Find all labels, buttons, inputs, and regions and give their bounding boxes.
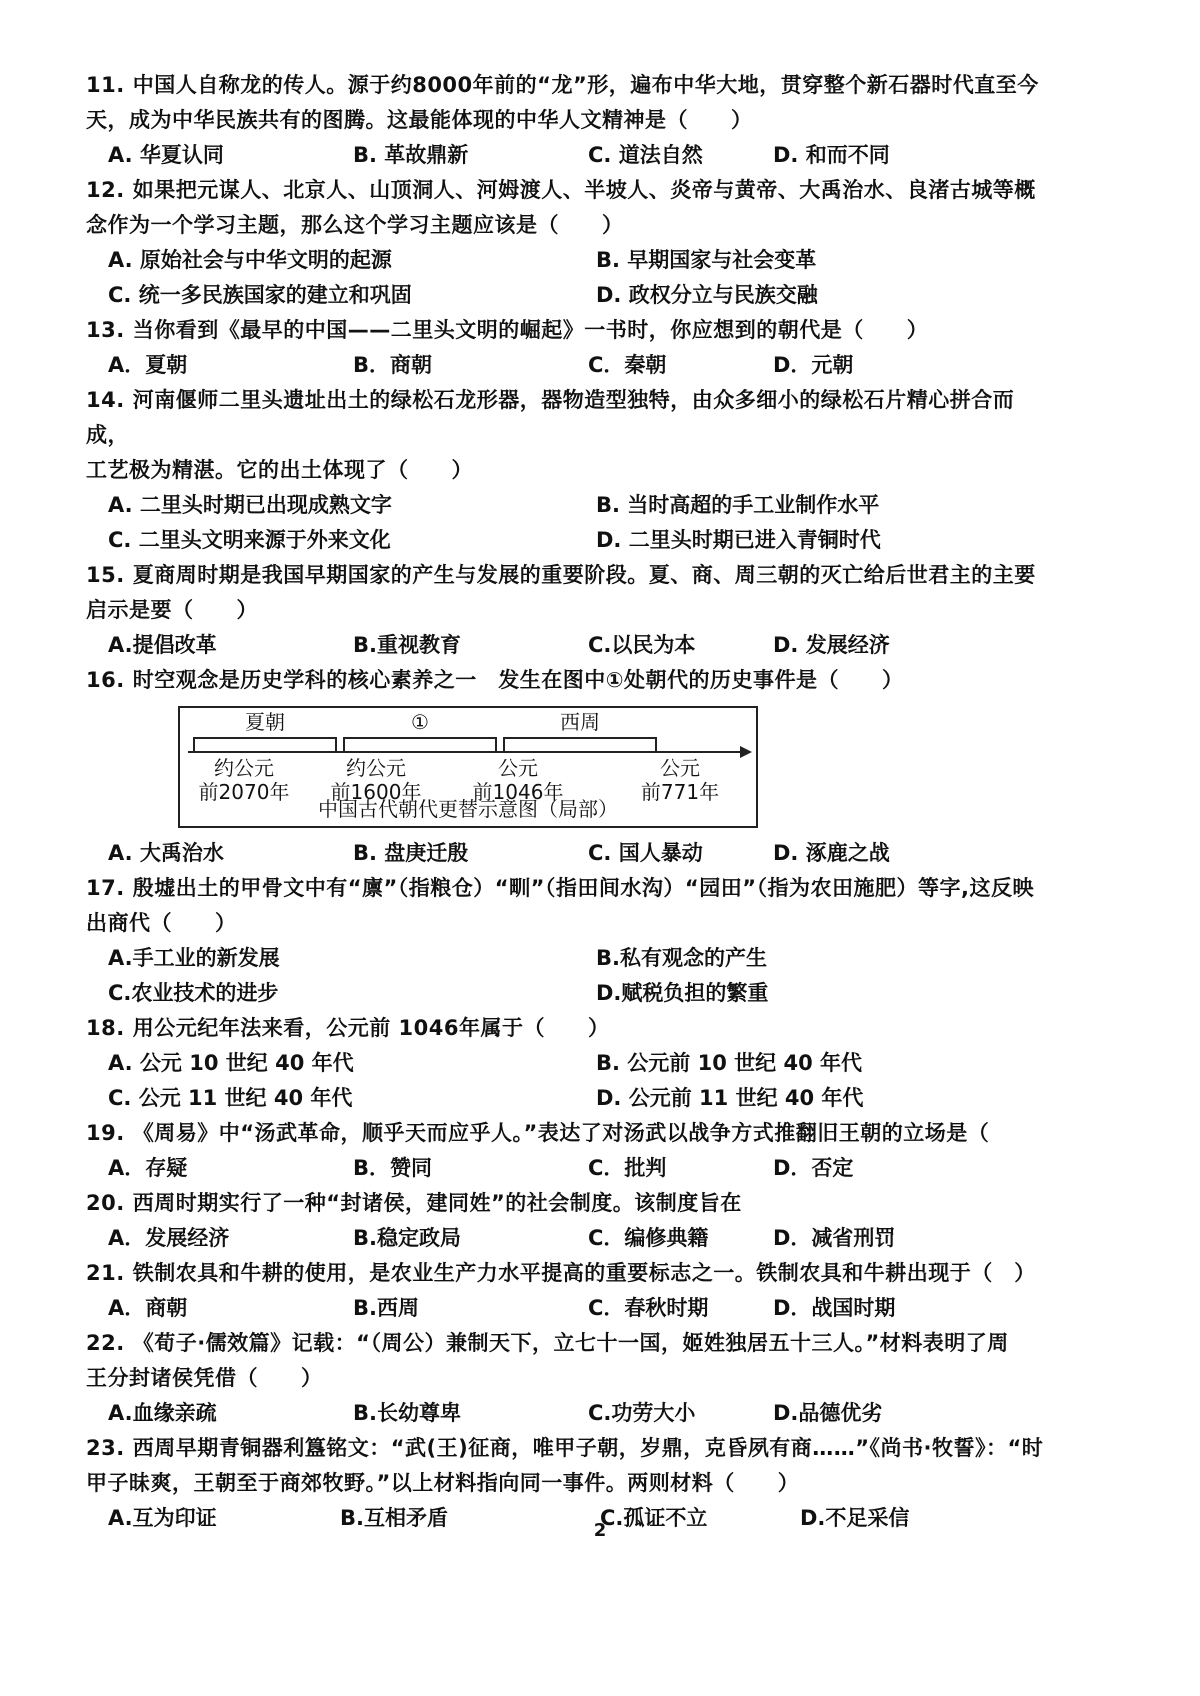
answer-option-a[interactable]: A. 原始社会与中华文明的起源 [108, 248, 392, 272]
question-stem-text: 当你看到《最早的中国——二里头文明的崛起》一书时，你应想到的朝代是（ ） [132, 318, 929, 342]
question-stem-line [86, 1256, 1050, 1291]
answer-option-c[interactable]: C．秦朝 [588, 353, 667, 377]
answer-options [86, 1046, 1050, 1116]
question-stem-text: 用公元纪年法来看，公元前 1046年属于（ ） [132, 1016, 610, 1040]
answer-option-d[interactable]: D．减省刑罚 [773, 1226, 896, 1250]
answer-option-a[interactable]: A．商朝 [108, 1296, 188, 1320]
question-number: 16. [86, 668, 125, 692]
answer-option-b[interactable]: B.西周 [353, 1296, 419, 1320]
timeline-tick-line1: 公元 [660, 756, 700, 780]
timeline-caption: 中国古代朝代更替示意图（局部） [318, 797, 618, 821]
question-17 [86, 871, 1050, 1011]
question-number: 18. [86, 1016, 125, 1040]
timeline-segment-label: 西周 [560, 710, 600, 734]
question-20 [86, 1186, 1050, 1256]
question-22 [86, 1326, 1050, 1431]
answer-option-a[interactable]: A．发展经济 [108, 1226, 230, 1250]
question-18 [86, 1011, 1050, 1116]
answer-option-a[interactable]: A.手工业的新发展 [108, 946, 280, 970]
answer-options [86, 348, 1050, 383]
question-stem-text: 河南偃师二里头遗址出土的绿松石龙形器，器物造型独特，由众多细小的绿松石片精心拼合而成， [86, 388, 1015, 447]
answer-options [86, 488, 1050, 558]
question-stem-text: 西周早期青铜器利簋铭文：“武(王)征商，唯甲子朝，岁鼎，克昏夙有商……”《尚书·牧誓》：“时 [132, 1436, 1044, 1460]
answer-option-d[interactable]: D.赋税负担的繁重 [596, 981, 769, 1005]
answer-option-b[interactable]: B. 革故鼎新 [353, 143, 469, 167]
question-number: 12. [86, 178, 125, 202]
question-stem-line [86, 208, 1050, 243]
question-stem-line [86, 313, 1050, 348]
question-stem-line [86, 558, 1050, 593]
answer-option-c[interactable]: C．春秋时期 [588, 1296, 709, 1320]
timeline-tick-line2: 前2070年 [198, 780, 290, 804]
answer-option-b[interactable]: B.重视教育 [353, 633, 461, 657]
question-stem-text: 西周时期实行了一种“封诸侯，建同姓”的社会制度。该制度旨在 [132, 1191, 742, 1215]
question-stem-text: 天，成为中华民族共有的图腾。这最能体现的中华人文精神是（ ） [86, 108, 753, 132]
answer-option-b[interactable]: B.私有观念的产生 [596, 946, 767, 970]
answer-option-d[interactable]: D. 发展经济 [773, 633, 890, 657]
timeline-segment-label: ① [411, 710, 429, 734]
answer-option-d[interactable]: D. 公元前 11 世纪 40 年代 [596, 1086, 864, 1110]
answer-options [86, 138, 1050, 173]
question-stem-text: 如果把元谋人、北京人、山顶洞人、河姆渡人、半坡人、炎帝与黄帝、大禹治水、良渚古城等概 [132, 178, 1036, 202]
timeline-segment-label: 夏朝 [245, 710, 285, 734]
question-stem-text: 念作为一个学习主题，那么这个学习主题应该是（ ） [86, 213, 624, 237]
answer-option-c[interactable]: C．批判 [588, 1156, 667, 1180]
question-stem-line [86, 1116, 1050, 1151]
question-stem-text: 殷墟出土的甲骨文中有“廪”（指粮仓）“甽”（指田间水沟）“园田”（指为农田施肥）等字,这反映 [132, 876, 1034, 900]
question-stem-line [86, 68, 1050, 103]
answer-option-a[interactable]: A. 大禹治水 [108, 841, 224, 865]
answer-option-d[interactable]: D.不足采信 [800, 1506, 910, 1530]
answer-option-a[interactable]: A. 二里头时期已出现成熟文字 [108, 493, 392, 517]
answer-option-a[interactable]: A. 公元 10 世纪 40 年代 [108, 1051, 354, 1075]
timeline-segment-bracket [344, 738, 496, 752]
question-number: 20. [86, 1191, 125, 1215]
question-stem-line [86, 593, 1050, 628]
answer-option-a[interactable]: A.血缘亲疏 [108, 1401, 217, 1425]
timeline-segment-bracket [504, 738, 656, 752]
question-12 [86, 173, 1050, 313]
timeline-arrow-icon [740, 746, 752, 758]
question-stem-line [86, 1466, 1050, 1501]
question-stem-text: 工艺极为精湛。它的出土体现了（ ） [86, 458, 473, 482]
answer-option-b[interactable]: B. 当时高超的手工业制作水平 [596, 493, 880, 517]
question-stem-line [86, 1326, 1050, 1361]
answer-option-b[interactable]: B. 公元前 10 世纪 40 年代 [596, 1051, 862, 1075]
timeline-tick-line1: 约公元 [214, 756, 274, 780]
question-number: 14. [86, 388, 125, 412]
question-stem-line [86, 1431, 1050, 1466]
answer-option-c[interactable]: C. 公元 11 世纪 40 年代 [108, 1086, 353, 1110]
answer-option-b[interactable]: B．赞同 [353, 1156, 433, 1180]
answer-option-d[interactable]: D. 政权分立与民族交融 [596, 283, 818, 307]
question-stem-line [86, 663, 1050, 698]
question-16 [86, 663, 1050, 871]
question-stem-text: 《荀子·儒效篇》记载：“（周公）兼制天下，立七十一国，姬姓独居五十三人。”材料表明了周 [132, 1331, 1009, 1355]
answer-option-d[interactable]: D．战国时期 [773, 1296, 896, 1320]
question-stem-line [86, 1011, 1050, 1046]
answer-options [86, 243, 1050, 313]
answer-options [86, 941, 1050, 1011]
question-number: 23. [86, 1436, 125, 1460]
answer-option-d[interactable]: D. 涿鹿之战 [773, 841, 890, 865]
answer-option-b[interactable]: B. 盘庚迁殷 [353, 841, 469, 865]
timeline-tick-line2: 前771年 [640, 780, 720, 804]
timeline-tick-line2: 前1600年 [330, 780, 422, 804]
answer-option-b[interactable]: B.长幼尊卑 [353, 1401, 461, 1425]
question-stem-text: 铁制农具和牛耕的使用，是农业生产力水平提高的重要标志之一。铁制农具和牛耕出现于（ ） [132, 1261, 1036, 1285]
answer-option-d[interactable]: D. 和而不同 [773, 143, 890, 167]
answer-option-a[interactable]: A.提倡改革 [108, 633, 217, 657]
question-stem-text: 中国人自称龙的传人。源于约8000年前的“龙”形，遍布中华大地，贯穿整个新石器时代直至今 [132, 73, 1039, 97]
page-number: 2 [593, 1520, 607, 1541]
answer-option-a[interactable]: A．夏朝 [108, 353, 188, 377]
question-13 [86, 313, 1050, 383]
timeline-tick-line2: 前1046年 [472, 780, 564, 804]
answer-option-c[interactable]: C.以民为本 [588, 633, 696, 657]
answer-option-a[interactable]: A．存疑 [108, 1156, 188, 1180]
answer-option-c[interactable]: C.农业技术的进步 [108, 981, 279, 1005]
question-stem-line [86, 871, 1050, 906]
answer-option-c[interactable]: C.孤证不立 [600, 1506, 708, 1530]
question-stem-text: 时空观念是历史学科的核心素养之一 发生在图中①处朝代的历史事件是（ ） [132, 668, 904, 692]
question-stem-line [86, 1361, 1050, 1396]
answer-options [86, 1396, 1050, 1431]
answer-option-a[interactable]: A.互为印证 [108, 1506, 217, 1530]
question-list [86, 68, 1050, 1536]
question-number: 22. [86, 1331, 125, 1355]
question-stem-line [86, 906, 1050, 941]
answer-option-d[interactable]: D. 二里头时期已进入青铜时代 [596, 528, 881, 552]
answer-option-c[interactable]: C.功劳大小 [588, 1401, 696, 1425]
timeline-tick-line1: 约公元 [346, 756, 406, 780]
question-stem-line [86, 383, 1050, 453]
question-number: 17. [86, 876, 125, 900]
question-stem-text: 甲子昧爽，王朝至于商郊牧野。”以上材料指向同一事件。两则材料（ ） [86, 1471, 800, 1495]
answer-option-c[interactable]: C. 国人暴动 [588, 841, 703, 865]
question-stem-text: 王分封诸侯凭借（ ） [86, 1366, 323, 1390]
answer-option-b[interactable]: B.互相矛盾 [340, 1506, 448, 1530]
question-stem-line [86, 1186, 1050, 1221]
question-stem-text: 夏商周时期是我国早期国家的产生与发展的重要阶段。夏、商、周三朝的灭亡给后世君主的主要 [132, 563, 1036, 587]
answer-option-c[interactable]: C. 统一多民族国家的建立和巩固 [108, 283, 412, 307]
question-number: 19. [86, 1121, 125, 1145]
answer-option-b[interactable]: B．商朝 [353, 353, 433, 377]
answer-option-c[interactable]: C．编修典籍 [588, 1226, 709, 1250]
timeline-tick-line1: 公元 [498, 756, 538, 780]
question-21 [86, 1256, 1050, 1326]
question-15 [86, 558, 1050, 663]
dynasty-timeline-diagram [178, 706, 758, 828]
answer-options [86, 836, 1050, 871]
question-number: 11. [86, 73, 125, 97]
answer-option-d[interactable]: D.品德优劣 [773, 1401, 883, 1425]
question-stem-text: 启示是要（ ） [86, 598, 258, 622]
question-stem-text: 《周易》中“汤武革命，顺乎天而应乎人。”表达了对汤武以战争方式推翻旧王朝的立场是（ [132, 1121, 990, 1145]
question-11 [86, 68, 1050, 173]
question-19 [86, 1116, 1050, 1186]
answer-options [86, 1221, 1050, 1256]
answer-options [86, 628, 1050, 663]
question-14 [86, 383, 1050, 558]
answer-option-d[interactable]: D．否定 [773, 1156, 854, 1180]
question-number: 15. [86, 563, 125, 587]
question-stem-text: 出商代（ ） [86, 911, 237, 935]
question-number: 21. [86, 1261, 125, 1285]
question-stem-line [86, 173, 1050, 208]
answer-option-a[interactable]: A. 华夏认同 [108, 143, 224, 167]
question-number: 13. [86, 318, 125, 342]
answer-option-b[interactable]: B.稳定政局 [353, 1226, 461, 1250]
answer-option-b[interactable]: B. 早期国家与社会变革 [596, 248, 817, 272]
answer-option-c[interactable]: C. 道法自然 [588, 143, 703, 167]
answer-options [86, 1291, 1050, 1326]
question-stem-line [86, 103, 1050, 138]
answer-options [86, 1151, 1050, 1186]
answer-option-c[interactable]: C. 二里头文明来源于外来文化 [108, 528, 391, 552]
timeline-segment-bracket [194, 738, 336, 752]
answer-option-d[interactable]: D．元朝 [773, 353, 854, 377]
question-stem-line [86, 453, 1050, 488]
